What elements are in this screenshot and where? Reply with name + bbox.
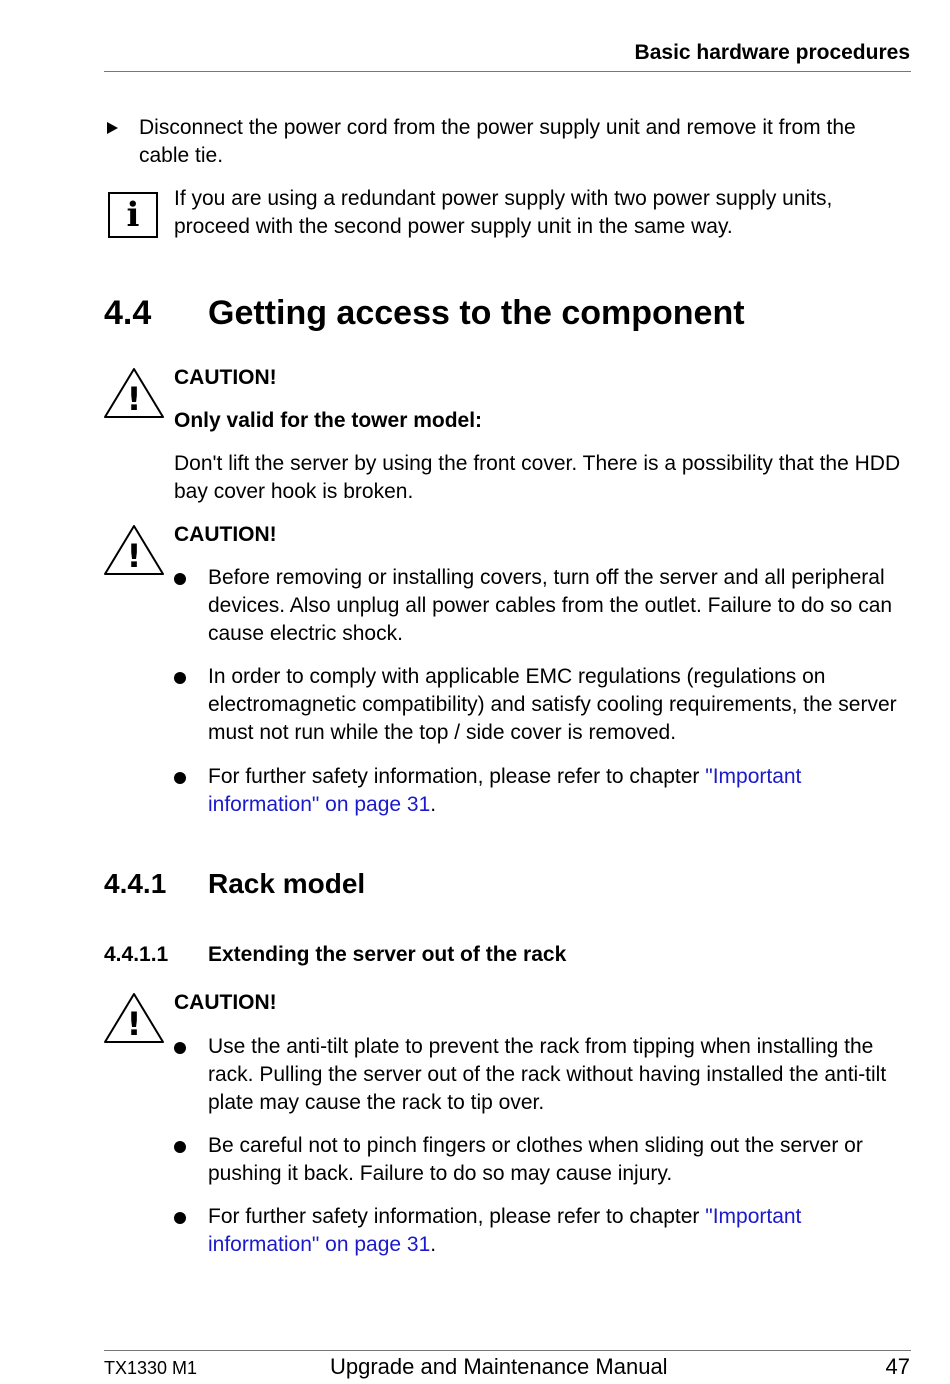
bullet-icon [174, 672, 186, 684]
important-information-link[interactable]: "Important information" on page 31 [208, 765, 802, 816]
bullet-icon [174, 573, 186, 585]
list-item: Use the anti-tilt plate to prevent the rack from tipping when installing the rack. Pulling the server out of the rack without having installed the anti-tilt plate may cause the rack to tip over. [208, 1035, 887, 1114]
list-item: Be careful not to pinch fingers or clothes when sliding out the server or pushing it back. Failure to do so may cause injury. [208, 1134, 863, 1185]
caution-icon [103, 366, 165, 422]
svg-text:!: ! [126, 380, 142, 418]
list-item [208, 1203, 888, 1259]
info-icon: i [108, 192, 158, 238]
footer-model: TX1330 M1 [104, 1358, 198, 1378]
bullet-icon [174, 1042, 186, 1054]
bullet-icon [174, 1141, 186, 1153]
list-item [208, 763, 888, 819]
caution-icon [103, 523, 165, 579]
caution-icon [103, 991, 165, 1047]
running-header: Basic hardware procedures [634, 41, 910, 64]
page-number: 47 [885, 1354, 910, 1379]
step-text: Disconnect the power cord from the power supply unit and remove it from the cable tie. [139, 116, 856, 167]
list-item-text: . [430, 1233, 437, 1256]
section-number: 4.4 [104, 294, 152, 332]
section-title: Getting access to the component [208, 294, 745, 332]
list-item-text: For further safety information, please refer to chapter [208, 1205, 706, 1228]
header-rule [104, 71, 911, 72]
step-arrow-icon [107, 122, 118, 134]
subsubsection-title: Extending the server out of the rack [208, 943, 567, 966]
list-item: Before removing or installing covers, turn off the server and all peripheral devices. Also unplug all power cables from the outlet. Failure to do so can cause electric shock. [208, 566, 893, 645]
caution-label: CAUTION! [174, 991, 277, 1014]
list-item: In order to comply with applicable EMC regulations (regulations on electromagnetic compatibility) and satisfy cooling requirements, the server must not run while the top / side cover is removed. [208, 665, 897, 744]
subsection-number: 4.4.1 [104, 868, 167, 899]
footer-manual-title: Upgrade and Maintenance Manual [330, 1354, 668, 1379]
important-information-link[interactable]: "Important information" on page 31 [208, 1205, 802, 1256]
bullet-icon [174, 1212, 186, 1224]
subsection-title: Rack model [208, 868, 366, 899]
list-item-text: . [430, 793, 437, 816]
caution-text: Don't lift the server by using the front cover. There is a possibility that the HDD bay cover hook is broken. [174, 452, 901, 503]
svg-text:!: ! [126, 1005, 142, 1043]
svg-text:!: ! [126, 537, 142, 575]
caution-label: CAUTION! [174, 523, 277, 546]
bullet-icon [174, 772, 186, 784]
caution-subtitle: Only valid for the tower model: [174, 409, 483, 432]
note-text: If you are using a redundant power supply with two power supply units, proceed with the second power supply unit in the same way. [174, 187, 833, 238]
subsubsection-number: 4.4.1.1 [104, 943, 169, 966]
footer-rule [104, 1350, 911, 1351]
caution-label: CAUTION! [174, 366, 277, 389]
list-item-text: For further safety information, please refer to chapter [208, 765, 706, 788]
